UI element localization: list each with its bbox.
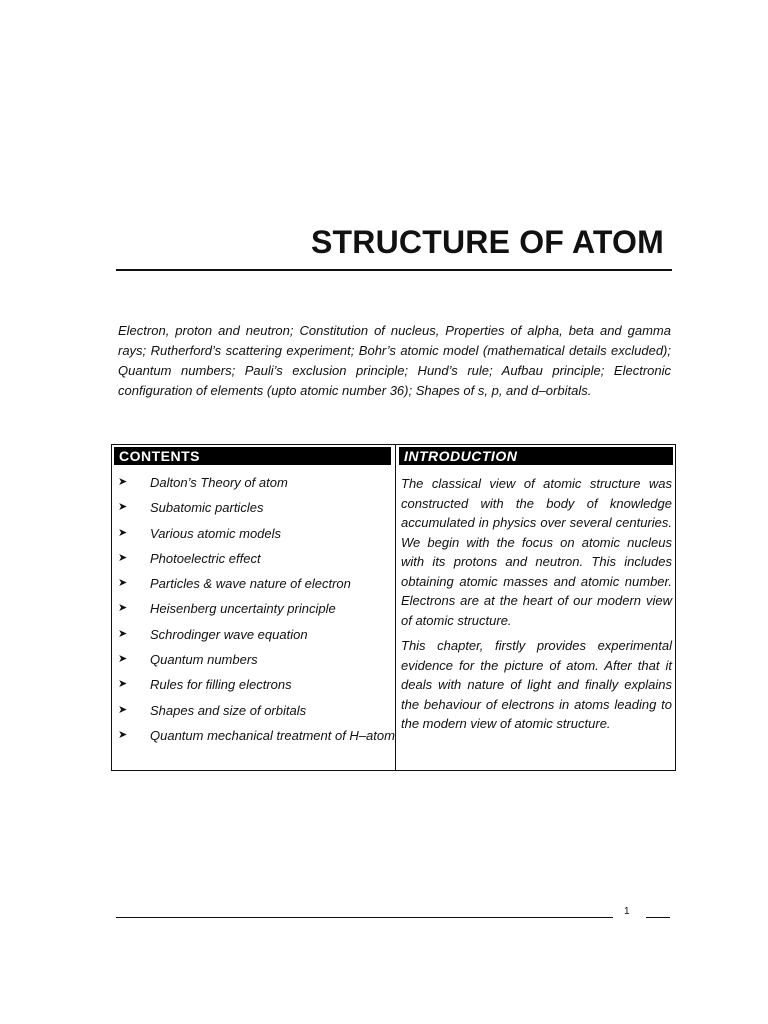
contents-item: [112, 524, 395, 543]
contents-list: [112, 473, 395, 751]
arrow-bullet-icon: ➤: [118, 678, 128, 691]
arrow-bullet-icon: ➤: [118, 501, 128, 514]
page-number: 1: [624, 906, 630, 917]
contents-item-label: Rules for filling electrons: [150, 677, 292, 693]
contents-item-label: Photoelectric effect: [150, 550, 261, 566]
arrow-bullet-icon: ➤: [118, 577, 128, 590]
footer-rule-short: [646, 917, 670, 918]
introduction-text: [401, 474, 672, 740]
contents-item: [112, 473, 395, 492]
contents-item: [112, 599, 395, 618]
title-underline: [116, 269, 672, 271]
arrow-bullet-icon: ➤: [118, 627, 128, 640]
column-divider: [395, 445, 396, 770]
contents-item: [112, 650, 395, 669]
contents-item-label: Heisenberg uncertainty principle: [150, 601, 336, 617]
footer-rule: [116, 917, 613, 918]
arrow-bullet-icon: ➤: [118, 703, 128, 716]
contents-item-label: Subatomic particles: [150, 500, 264, 516]
syllabus-paragraph: Electron, proton and neutron; Constitution of nucleus, Properties of alpha, beta and gamma rays; Rutherford’s scattering experiment; Bohr’s atomic model (mathematical details excluded); Quantum numbers; Pauli’s exclusion principle; Hund’s rule; Aufbau principle; Electronic configuration of elements (upto atomic number 36); Shapes of s, p, and d–orbitals.: [118, 323, 671, 398]
contents-item-label: Various atomic models: [150, 525, 282, 541]
contents-item-label: Particles & wave nature of electron: [150, 576, 351, 592]
contents-introduction-box: [111, 444, 676, 771]
arrow-bullet-icon: ➤: [118, 728, 128, 741]
arrow-bullet-icon: ➤: [118, 602, 128, 615]
contents-item-label: Shapes and size of orbitals: [150, 702, 307, 718]
contents-item: [112, 498, 395, 517]
introduction-heading: INTRODUCTION: [399, 447, 673, 465]
contents-item-label: Dalton’s Theory of atom: [150, 475, 288, 490]
introduction-paragraph: The classical view of atomic structure was constructed with the body of knowledge accumulated in physics over several centuries. We begin with the focus on atomic nucleus with its protons and neutron. This includes obtaining atomic masses and atomic number. Electrons are at the heart of our modern view of atomic structure.: [401, 476, 672, 628]
contents-item: [112, 726, 395, 745]
contents-item-label: Schrodinger wave equation: [150, 626, 308, 642]
contents-item-label: Quantum mechanical treatment of H–atom: [150, 727, 395, 743]
chapter-title: STRUCTURE OF ATOM: [310, 224, 664, 260]
introduction-paragraph: This chapter, firstly provides experimental evidence for the picture of atom. After that it deals with nature of light and finally explains the behaviour of electrons in atoms leading to the modern view of atomic structure.: [401, 638, 672, 731]
contents-item: [112, 625, 395, 644]
arrow-bullet-icon: ➤: [118, 653, 128, 666]
contents-heading: CONTENTS: [114, 447, 391, 465]
arrow-bullet-icon: ➤: [118, 526, 128, 539]
contents-item: [112, 675, 395, 694]
arrow-bullet-icon: ➤: [118, 476, 128, 488]
contents-item: [112, 549, 395, 568]
arrow-bullet-icon: ➤: [118, 551, 128, 564]
contents-item: [112, 701, 395, 720]
contents-item: [112, 574, 395, 593]
contents-item-label: Quantum numbers: [150, 652, 258, 668]
